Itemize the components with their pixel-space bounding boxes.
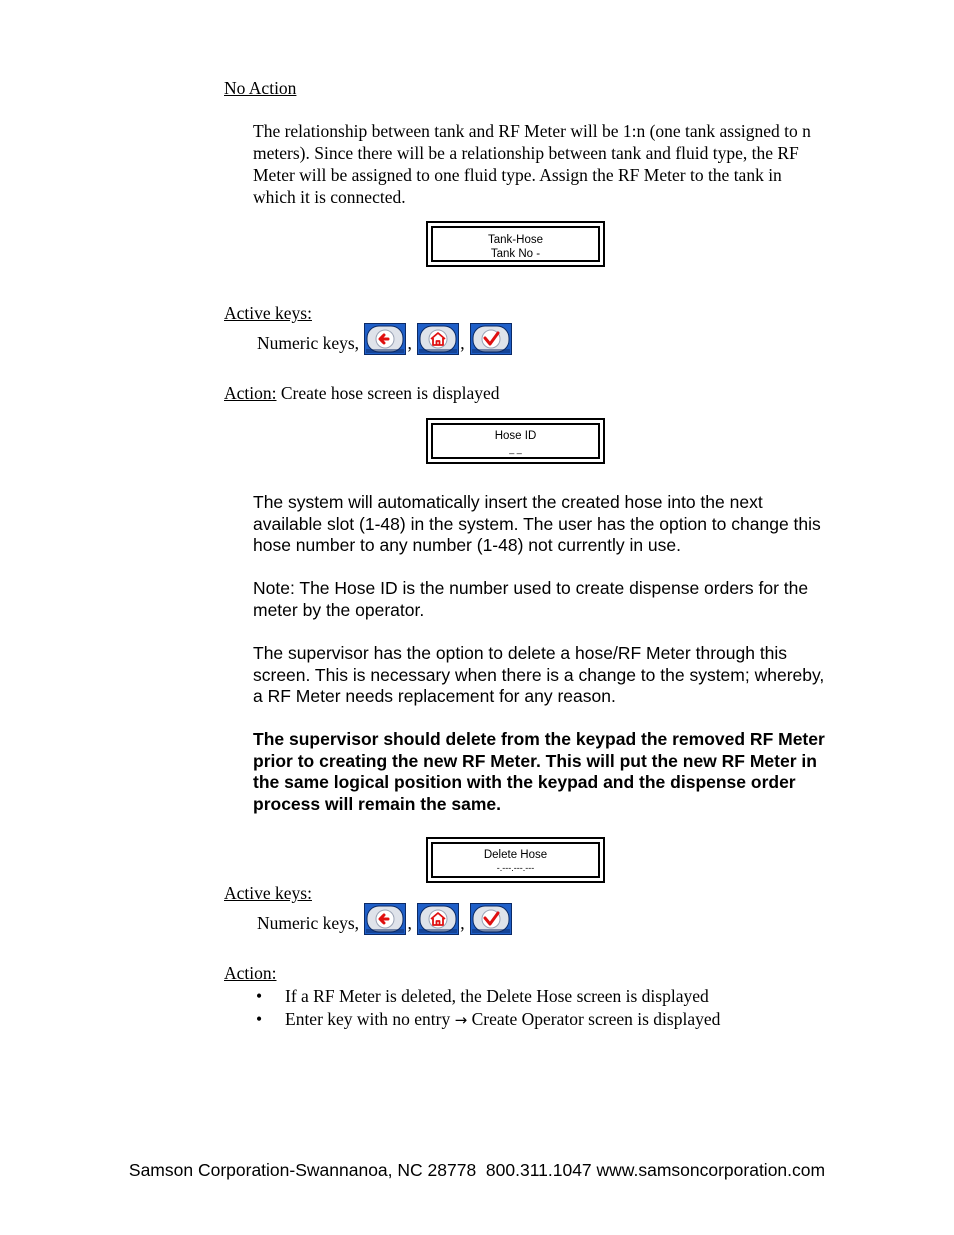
enter-key-button[interactable]: [470, 323, 512, 355]
list-item: [253, 985, 813, 1008]
bullet-icon: •: [256, 1009, 263, 1029]
bullet-text-after: Create Operator screen is displayed: [467, 1009, 721, 1029]
lcd-line-1: Delete Hose: [483, 849, 548, 861]
back-arrow-icon: [364, 323, 406, 355]
back-key-button[interactable]: [364, 903, 406, 935]
supervisor-warning-paragraph: The supervisor should delete from the keypad the removed RF Meter prior to creating the new RF Meter. This will put the new RF Meter in the same logical position with the keypad and the dispense order process will remain the same.: [253, 729, 825, 814]
numeric-keys-label: Numeric keys,: [257, 913, 360, 933]
list-item: [253, 1008, 813, 1031]
lcd-line-2: _ _: [509, 444, 522, 454]
footer-contact: Samson Corporation-Swannanoa, NC 28778 800.311.1047 www.samsoncorporation.com: [128, 1160, 826, 1180]
active-keys-heading: Active keys:: [224, 883, 312, 903]
delete-hose-lcd-screen: [426, 837, 605, 883]
no-action-heading: No Action: [224, 78, 297, 98]
lcd-line-1: Hose ID: [494, 430, 537, 442]
hose-id-note-paragraph: Note: The Hose ID is the number used to create dispense orders for the meter by the operator.: [253, 578, 809, 620]
home-icon: [417, 903, 459, 935]
bullet-icon: •: [256, 986, 263, 1006]
checkmark-icon: [470, 903, 512, 935]
comma-separator: ,: [460, 333, 465, 353]
lcd-line-2: Tank No -: [490, 248, 541, 260]
active-keys-row: [257, 323, 513, 359]
home-icon: [417, 323, 459, 355]
action-create-hose: [224, 382, 500, 404]
home-key-button[interactable]: [417, 323, 459, 355]
bullet-text: If a RF Meter is deleted, the Delete Hose screen is displayed: [285, 986, 709, 1006]
relationship-paragraph: The relationship between tank and RF Meter will be 1:n (one tank assigned to n meters). Since there will be a relationship between tank and fluid type, the RF Meter will be assigned to one fluid type. Assign the RF Meter to the tank in which it is connected.: [253, 121, 811, 207]
action-bullet-list: [253, 985, 813, 1031]
active-keys-heading: Active keys:: [224, 303, 312, 323]
action-text: Create hose screen is displayed: [276, 383, 500, 403]
action-label: Action:: [224, 383, 277, 403]
right-arrow-icon: →: [454, 1011, 468, 1029]
comma-separator: ,: [407, 913, 412, 933]
hose-id-lcd-screen: [426, 418, 605, 464]
comma-separator: ,: [407, 333, 412, 353]
back-arrow-icon: [364, 903, 406, 935]
checkmark-icon: [470, 323, 512, 355]
home-key-button[interactable]: [417, 903, 459, 935]
back-key-button[interactable]: [364, 323, 406, 355]
comma-separator: ,: [460, 913, 465, 933]
lcd-line-1: Tank-Hose: [488, 234, 543, 246]
active-keys-row: [257, 903, 513, 939]
numeric-keys-label: Numeric keys,: [257, 333, 360, 353]
enter-key-button[interactable]: [470, 903, 512, 935]
delete-option-paragraph: The supervisor has the option to delete a hose/RF Meter through this screen. This is necessary when there is a change to the system; whereby, a RF Meter needs replacement for any reason.: [253, 643, 825, 706]
lcd-line-2: -.---.---.---: [496, 863, 535, 873]
action-label: Action:: [224, 963, 277, 983]
tank-hose-lcd-screen: [426, 221, 605, 267]
auto-insert-paragraph: The system will automatically insert the created hose into the next available slot (1-48) in the system. The user has the option to change this hose number to any number (1-48) not currently in use.: [253, 492, 821, 555]
bullet-text-before: Enter key with no entry: [285, 1009, 455, 1029]
